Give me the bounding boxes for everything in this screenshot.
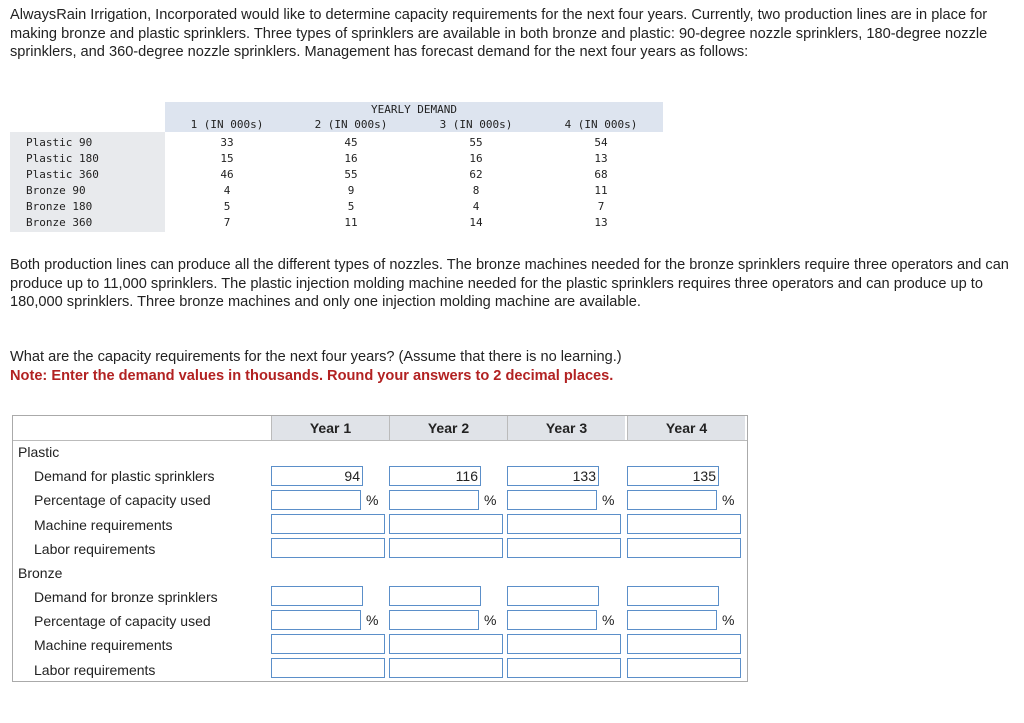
- row-label: Demand for plastic sprinklers: [34, 468, 215, 484]
- percent-sign: %: [602, 612, 615, 628]
- bronze-labor-input-year-3[interactable]: [507, 658, 621, 678]
- demand-cell: 16: [469, 152, 483, 165]
- bronze-demand-input-year-2[interactable]: [389, 586, 481, 606]
- demand-col-header-4: 4 (IN 000s): [564, 118, 638, 131]
- demand-cell: 62: [469, 168, 483, 181]
- demand-cell: 14: [469, 216, 483, 229]
- demand-cell: 68: [594, 168, 608, 181]
- bronze-mach-input-year-1[interactable]: [271, 634, 385, 654]
- instruction-note: Note: Enter the demand values in thousands. Round your answers to 2 decimal places.: [10, 367, 614, 384]
- demand-cell: 55: [469, 136, 483, 149]
- question-block: [10, 348, 1010, 385]
- col-header-year-1: Year 1: [271, 416, 389, 440]
- bronze-labor-input-year-4[interactable]: [627, 658, 741, 678]
- plastic-labor-input-year-1[interactable]: [271, 538, 385, 558]
- plastic-labor-input-year-3[interactable]: [507, 538, 621, 558]
- col-header-year-2: Year 2: [389, 416, 507, 440]
- demand-row-label: Plastic 360: [26, 168, 99, 181]
- bronze-demand-input-year-1[interactable]: [271, 586, 363, 606]
- plastic-demand-input-year-1[interactable]: [271, 466, 363, 486]
- demand-cell: 9: [347, 184, 355, 197]
- yearly-demand-table: [10, 102, 653, 232]
- row-label: Percentage of capacity used: [34, 613, 211, 629]
- percent-sign: %: [722, 492, 735, 508]
- demand-col-header-1: 1 (IN 000s): [190, 118, 264, 131]
- plastic-labor-input-year-4[interactable]: [627, 538, 741, 558]
- demand-col-header-3: 3 (IN 000s): [439, 118, 513, 131]
- plastic-demand-input-year-2[interactable]: [389, 466, 481, 486]
- col-header-year-4: Year 4: [627, 416, 745, 440]
- capacity-paragraph: Both production lines can produce all the different types of nozzles. The bronze machines needed for the bronze sprinklers require three operators and can produce up to 11,000 sprinklers. The plastic injection molding machine needed for the plastic sprinklers requires three operators and can produce up to 180,000 sprinklers. Three bronze machines and only one injection molding machine are available.: [10, 257, 1009, 311]
- demand-cell: 11: [594, 184, 608, 197]
- demand-cell: 4: [223, 184, 231, 197]
- row-label: Percentage of capacity used: [34, 492, 211, 508]
- plastic-pct-input-year-3[interactable]: [507, 490, 597, 510]
- plastic-demand-input-year-3[interactable]: [507, 466, 599, 486]
- demand-cell: 54: [594, 136, 608, 149]
- bronze-labor-input-year-1[interactable]: [271, 658, 385, 678]
- plastic-pct-input-year-4[interactable]: [627, 490, 717, 510]
- row-label: Demand for bronze sprinklers: [34, 589, 218, 605]
- demand-cell: 13: [594, 216, 608, 229]
- demand-row-label: Bronze 360: [26, 216, 93, 229]
- intro-paragraph: AlwaysRain Irrigation, Incorporated would like to determine capacity requirements for the next four years. Currently, two production lines are in place for making bronze and plastic sprinklers. Three types of sprinklers are available in both bronze and plastic: 90-degree nozzle sprinklers, 180-degree nozzle sprinklers, and 360-degree nozzle sprinklers. Management has forecast demand for the next four years as follows:: [10, 7, 988, 61]
- row-label: Machine requirements: [34, 637, 173, 653]
- percent-sign: %: [366, 492, 379, 508]
- row-label: Machine requirements: [34, 517, 173, 533]
- demand-cell: 4: [472, 200, 480, 213]
- row-label: Labor requirements: [34, 662, 156, 678]
- demand-cell: 55: [344, 168, 358, 181]
- plastic-mach-input-year-3[interactable]: [507, 514, 621, 534]
- plastic-mach-input-year-2[interactable]: [389, 514, 503, 534]
- demand-row-label: Plastic 180: [26, 152, 99, 165]
- plastic-labor-input-year-2[interactable]: [389, 538, 503, 558]
- bronze-demand-input-year-4[interactable]: [627, 586, 719, 606]
- plastic-mach-input-year-1[interactable]: [271, 514, 385, 534]
- question-text: What are the capacity requirements for the next four years? (Assume that there is no learning.): [10, 349, 622, 365]
- percent-sign: %: [366, 612, 379, 628]
- percent-sign: %: [484, 612, 497, 628]
- bronze-labor-input-year-2[interactable]: [389, 658, 503, 678]
- percent-sign: %: [484, 492, 497, 508]
- row-label: Labor requirements: [34, 541, 156, 557]
- percent-sign: %: [722, 612, 735, 628]
- bronze-pct-input-year-2[interactable]: [389, 610, 479, 630]
- demand-row-label: Plastic 90: [26, 136, 93, 149]
- bronze-pct-input-year-3[interactable]: [507, 610, 597, 630]
- section-label-plastic: Plastic: [18, 444, 60, 460]
- bronze-pct-input-year-4[interactable]: [627, 610, 717, 630]
- plastic-pct-input-year-2[interactable]: [389, 490, 479, 510]
- demand-row-label: Bronze 90: [26, 184, 86, 197]
- section-label-bronze: Bronze: [18, 565, 63, 581]
- demand-cell: 7: [223, 216, 231, 229]
- capacity-answer-grid: [12, 415, 748, 682]
- demand-cell: 11: [344, 216, 358, 229]
- demand-cell: 46: [220, 168, 234, 181]
- bronze-pct-input-year-1[interactable]: [271, 610, 361, 630]
- demand-cell: 7: [597, 200, 605, 213]
- demand-row-label: Bronze 180: [26, 200, 93, 213]
- demand-cell: 15: [220, 152, 234, 165]
- demand-cell: 5: [223, 200, 231, 213]
- plastic-mach-input-year-4[interactable]: [627, 514, 741, 534]
- demand-table-title: YEARLY DEMAND: [370, 103, 458, 116]
- bronze-mach-input-year-2[interactable]: [389, 634, 503, 654]
- demand-cell: 45: [344, 136, 358, 149]
- percent-sign: %: [602, 492, 615, 508]
- demand-cell: 5: [347, 200, 355, 213]
- plastic-pct-input-year-1[interactable]: [271, 490, 361, 510]
- grid-divider: [13, 440, 747, 441]
- demand-cell: 33: [220, 136, 234, 149]
- bronze-demand-input-year-3[interactable]: [507, 586, 599, 606]
- demand-cell: 16: [344, 152, 358, 165]
- demand-cell: 8: [472, 184, 480, 197]
- bronze-mach-input-year-3[interactable]: [507, 634, 621, 654]
- plastic-demand-input-year-4[interactable]: [627, 466, 719, 486]
- demand-cell: 13: [594, 152, 608, 165]
- col-header-year-3: Year 3: [507, 416, 625, 440]
- demand-col-header-2: 2 (IN 000s): [314, 118, 388, 131]
- bronze-mach-input-year-4[interactable]: [627, 634, 741, 654]
